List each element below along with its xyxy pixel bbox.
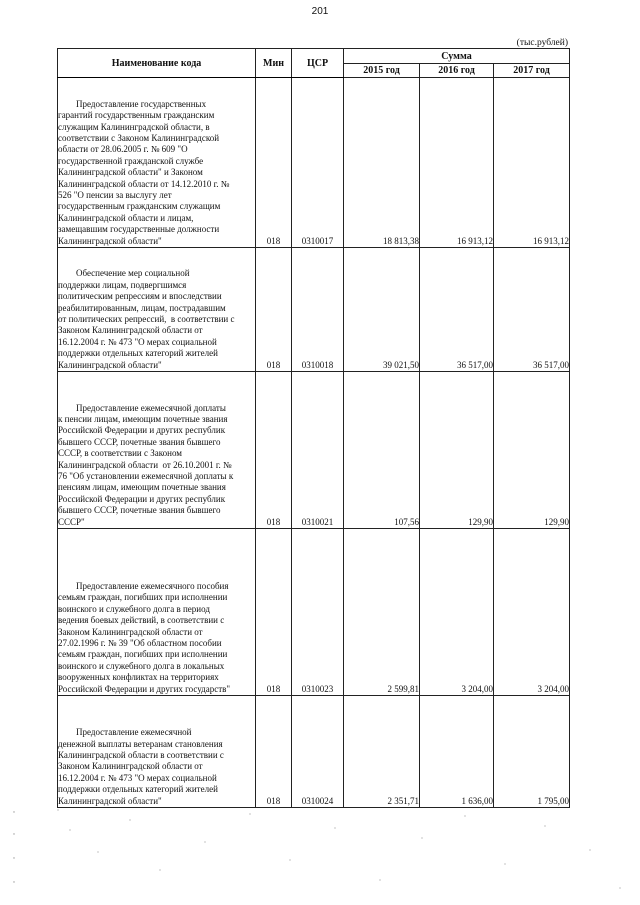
header-name: Наименование кода: [58, 49, 256, 78]
header-sum: Сумма: [344, 49, 570, 64]
row-value-2017: 129,90: [494, 372, 570, 529]
table-row: [58, 78, 570, 248]
header-csr: ЦСР: [292, 49, 344, 78]
row-name: Предоставление ежемесячной денежной выплаты ветеранам становления Калининградской области в соответствии с Законом Калининградской области от 16.12.2004 г. № 473 "О мерах социальной поддержки отдельных категорий жителей Калининградской области": [58, 727, 224, 806]
row-csr: 0310023: [292, 529, 344, 696]
row-name-cell: [58, 696, 256, 808]
page-number: 201: [311, 6, 329, 17]
row-name: Предоставление государственных гарантий государственным гражданским служащим Калининградской области, в соответствии с Законом Калининградской области от 28.06.2005 г. № 609 "О государственной гражданской службе Калининградской области" и Законом Калининградской области от 14.12.2010 г. № 526 "О пенсии за выслугу лет государственным гражданским служащим Калининградской области и лицам, замещавшим государственные должности Калининградской области": [58, 98, 230, 246]
row-value-2017: 16 913,12: [494, 78, 570, 248]
table-row: [58, 529, 570, 696]
row-value-2015: 2 599,81: [344, 529, 420, 696]
row-csr: 0310017: [292, 78, 344, 248]
row-min: 018: [256, 78, 292, 248]
row-value-2015: 39 021,50: [344, 248, 420, 372]
row-name-cell: [58, 372, 256, 529]
header-year-2016: 2016 год: [420, 64, 494, 78]
row-value-2017: 36 517,00: [494, 248, 570, 372]
row-name: Предоставление ежемесячного пособия семьям граждан, погибших при исполнении воинского и служебного долга в период ведения боевых действий, в соответствии с Законом Калининградской области от 27.02.1996 г. № 39 "Об областном пособии семьям граждан, погибших при исполнении воинского и служебного долга в локальных вооруженных конфликтах на территориях Российской Федерации и других государств": [58, 580, 231, 694]
row-value-2016: 3 204,00: [420, 529, 494, 696]
row-value-2017: 1 795,00: [494, 696, 570, 808]
row-csr: 0310021: [292, 372, 344, 529]
header-row: [58, 49, 570, 64]
row-value-2016: 16 913,12: [420, 78, 494, 248]
row-value-2016: 36 517,00: [420, 248, 494, 372]
header-year-2015: 2015 год: [344, 64, 420, 78]
row-min: 018: [256, 372, 292, 529]
header-min: Мин: [256, 49, 292, 78]
row-value-2016: 129,90: [420, 372, 494, 529]
table-row: [58, 372, 570, 529]
row-csr: 0310018: [292, 248, 344, 372]
row-name: Предоставление ежемесячной доплаты к пенсии лицам, имеющим почетные звания Российской Федерации и других республик бывшего СССР, почетные звания бывшего СССР, в соответствии с Законом Калининградской области от 26.10.2001 г. № 76 "Об установлении ежемесячной доплаты к пенсиям лицам, имеющим почетные звания Российской Федерации и других республик бывшего СССР, почетные звания бывшего СССР": [58, 402, 234, 527]
row-value-2015: 18 813,38: [344, 78, 420, 248]
row-min: 018: [256, 696, 292, 808]
row-value-2017: 3 204,00: [494, 529, 570, 696]
header-year-2017: 2017 год: [494, 64, 570, 78]
scan-noise: [0, 800, 640, 905]
row-name: Обеспечение мер социальной поддержки лицам, подвергшимся политическим репрессиям и впоследствии реабилитированным, лицам, пострадавшим от политических репрессий, в соответствии с Законом Калининградской области от 16.12.2004 г. № 473 "О мерах социальной поддержки отдельных категорий жителей Калининградской области": [58, 268, 235, 370]
row-name-cell: [58, 248, 256, 372]
row-name-cell: [58, 78, 256, 248]
budget-table: [57, 48, 570, 808]
row-value-2015: 2 351,71: [344, 696, 420, 808]
row-name-cell: [58, 529, 256, 696]
row-value-2016: 1 636,00: [420, 696, 494, 808]
row-value-2015: 107,56: [344, 372, 420, 529]
row-min: 018: [256, 248, 292, 372]
table-row: [58, 696, 570, 808]
table-row: [58, 248, 570, 372]
row-min: 018: [256, 529, 292, 696]
row-csr: 0310024: [292, 696, 344, 808]
units-note: (тыс.рублей): [516, 38, 568, 48]
